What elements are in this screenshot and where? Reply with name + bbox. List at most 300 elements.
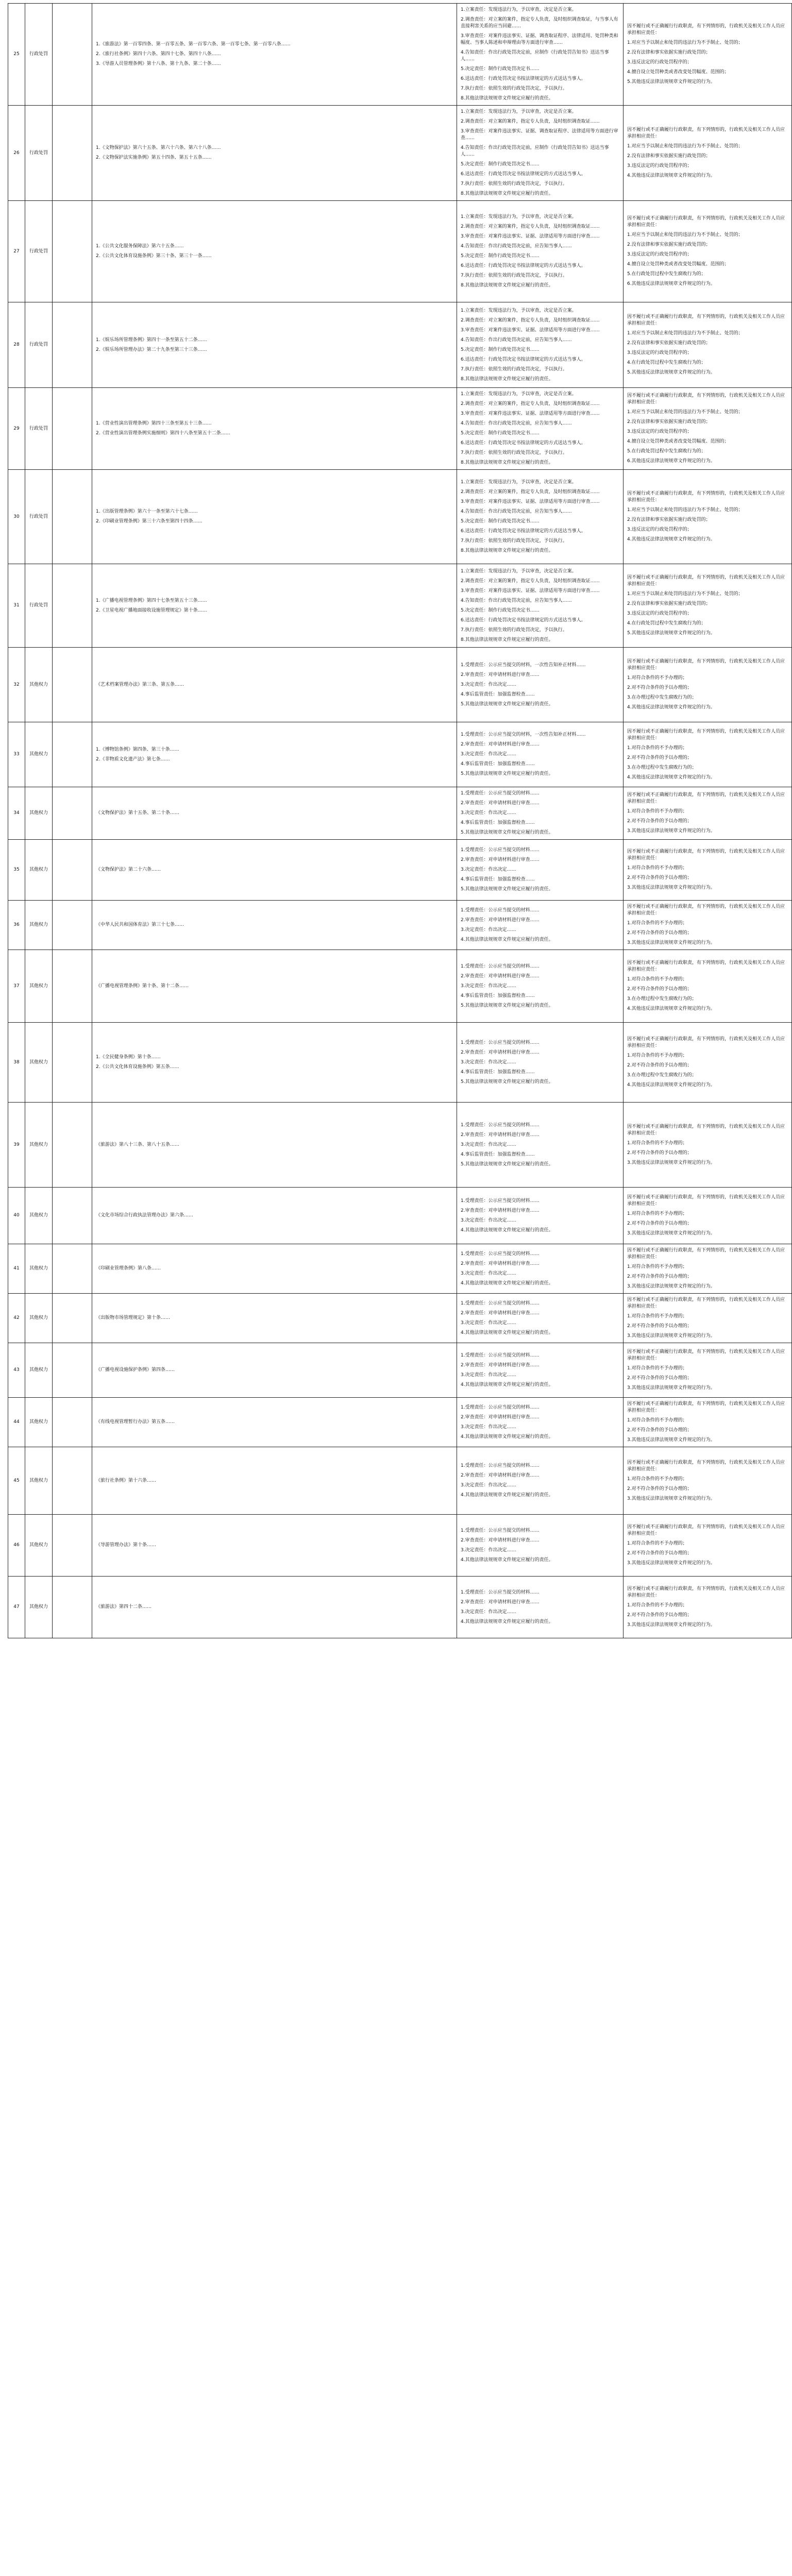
basis-paragraph: 2.《卫星电视广播地面接收设施管理规定》第十条……	[96, 607, 207, 613]
responsibility-cell	[457, 1103, 624, 1188]
responsibility-paragraph: 5.其他法律法规规章文件规定应履行的责任。	[461, 887, 553, 892]
basis-paragraph: 《旅行社条例》第十六条……	[96, 1478, 157, 1483]
table-row	[8, 950, 792, 1023]
responsibility-paragraph: 3.审查责任：对案件违法事实、证据、法律适用等方面进行审查……	[461, 499, 600, 504]
legal-basis-cell	[92, 1023, 457, 1103]
power-type-cell: 其他权力	[25, 1188, 53, 1244]
accountability-paragraph: 1.对应当予以制止和处罚的违法行为不予制止、处罚的；	[627, 331, 743, 336]
power-type-cell: 其他权力	[25, 1577, 53, 1638]
row-number-cell: 36	[8, 901, 25, 950]
table-row	[8, 1577, 792, 1638]
basis-paragraph: 《广播电视管理条例》第十条、第十二条……	[96, 983, 189, 989]
accountability-cell	[624, 106, 792, 201]
accountability-paragraph: 3.其他违反法律法规规章文件规定的行为。	[627, 1496, 715, 1501]
power-type-cell: 行政处罚	[25, 388, 53, 470]
power-item-cell	[53, 901, 92, 950]
power-item-cell	[53, 1294, 92, 1343]
accountability-paragraph: 2.对不符合条件的予以办理的；	[627, 930, 692, 936]
responsibility-paragraph: 2.审查责任：对申请材料进行审查……	[461, 1414, 540, 1420]
row-number-cell: 37	[8, 950, 25, 1023]
responsibility-paragraph: 5.决定责任：制作行政处罚决定书……	[461, 162, 540, 167]
power-item-cell	[53, 1577, 92, 1638]
basis-paragraph: 1.《旅游法》第一百零四条、第一百零五条、第一百零六条、第一百零七条、第一百零八条……	[96, 42, 291, 47]
accountability-paragraph: 2.对不符合条件的予以办理的；	[627, 987, 692, 992]
accountability-paragraph: 1.对符合条件的不予办理的；	[627, 1314, 687, 1319]
accountability-paragraph: 因不履行或不正确履行行政职责，有下列情形的，行政机关及相关工作人员应承担相应责任：	[627, 575, 785, 587]
responsibility-paragraph: 6.送达责任：行政处罚决定书按法律规定的方式送达当事人。	[461, 263, 586, 268]
responsibility-cell	[457, 1577, 624, 1638]
responsibility-paragraph: 4.其他法律法规规章文件规定应履行的责任。	[461, 1227, 553, 1233]
responsibility-paragraph: 8.其他法律法规规章文件规定应履行的责任。	[461, 283, 553, 288]
responsibility-cell	[457, 1188, 624, 1244]
responsibility-paragraph: 8.其他法律法规规章文件规定应履行的责任。	[461, 96, 553, 101]
responsibility-paragraph: 1.受理责任：公示应当提交的材料……	[461, 1122, 540, 1128]
power-type-cell: 其他权力	[25, 1398, 53, 1447]
accountability-cell	[624, 648, 792, 722]
responsibility-paragraph: 2.调查责任：对立案的案件，指定专人负责，及时组织调查取证……	[461, 489, 600, 495]
power-item-cell	[53, 106, 92, 201]
power-item-cell	[53, 201, 92, 302]
accountability-paragraph: 因不履行或不正确履行行政职责，有下列情形的，行政机关及相关工作人员应承担相应责任：	[627, 1460, 785, 1472]
power-type-cell: 其他权力	[25, 1447, 53, 1515]
responsibility-cell	[457, 1294, 624, 1343]
accountability-cell	[624, 470, 792, 564]
legal-basis-cell	[92, 722, 457, 787]
responsibility-paragraph: 5.决定责任：制作行政处罚决定书……	[461, 519, 540, 524]
basis-paragraph: 《广播电视设施保护条例》第四条……	[96, 1367, 175, 1372]
responsibility-paragraph: 4.其他法律法规规章文件规定应履行的责任。	[461, 1557, 553, 1563]
responsibility-paragraph: 1.受理责任：公示应当提交的材料……	[461, 791, 540, 796]
power-item-cell	[53, 1343, 92, 1398]
accountability-paragraph: 5.其他违反法律法规规章文件规定的行为。	[627, 79, 715, 84]
responsibility-paragraph: 3.决定责任：作出决定……	[461, 682, 516, 687]
basis-paragraph: 《艺术档案管理办法》第三条、第五条……	[96, 682, 184, 687]
accountability-paragraph: 5.其他违反法律法规规章文件规定的行为。	[627, 631, 715, 636]
basis-paragraph: 1.《广播电视管理条例》第四十七条至第五十三条……	[96, 598, 207, 603]
responsibility-paragraph: 5.其他法律法规规章文件规定应履行的责任。	[461, 1161, 553, 1167]
legal-basis-cell	[92, 1244, 457, 1294]
accountability-paragraph: 3.违反法定的行政处罚程序的；	[627, 350, 692, 355]
basis-paragraph: 2.《印刷业管理条例》第三十六条至第四十四条……	[96, 519, 203, 524]
legal-basis-cell	[92, 388, 457, 470]
responsibility-paragraph: 4.其他法律法规规章文件规定应履行的责任。	[461, 1330, 553, 1335]
accountability-paragraph: 3.违反法定的行政处罚程序的；	[627, 252, 692, 257]
power-item-cell	[53, 470, 92, 564]
accountability-paragraph: 3.其他违反法律法规规章文件规定的行为。	[627, 1160, 715, 1165]
responsibility-paragraph: 6.送达责任：行政处罚决定书按法律规定的方式送达当事人。	[461, 357, 586, 362]
accountability-paragraph: 2.对不符合条件的予以办理的；	[627, 755, 692, 760]
row-number-cell: 33	[8, 722, 25, 787]
row-number-cell: 47	[8, 1577, 25, 1638]
legal-basis-cell	[92, 470, 457, 564]
table-row	[8, 648, 792, 722]
power-type-cell: 行政处罚	[25, 106, 53, 201]
legal-basis-cell	[92, 106, 457, 201]
table-row	[8, 470, 792, 564]
responsibility-paragraph: 7.执行责任：依照生效的行政处罚决定，予以执行。	[461, 627, 567, 633]
accountability-cell	[624, 388, 792, 470]
responsibility-cell	[457, 950, 624, 1023]
accountability-paragraph: 因不履行或不正确履行行政职责，有下列情形的，行政机关及相关工作人员应承担相应责任：	[627, 1401, 785, 1413]
power-item-cell	[53, 1188, 92, 1244]
responsibility-paragraph: 1.受理责任：公示应当提交的材料……	[461, 1528, 540, 1533]
responsibility-paragraph: 5.其他法律法规规章文件规定应履行的责任。	[461, 1079, 553, 1084]
accountability-paragraph: 4.擅自设立处罚种类或者改变处罚幅度、范围的；	[627, 70, 729, 75]
responsibility-paragraph: 6.送达责任：行政处罚决定书按法律规定的方式送达当事人。	[461, 172, 586, 177]
responsibility-paragraph: 4.事后监管责任：加强监督检查……	[461, 993, 535, 998]
basis-paragraph: 《旅游法》第四十二条……	[96, 1604, 152, 1609]
responsibility-paragraph: 7.执行责任：依照生效的行政处罚决定，予以执行。	[461, 86, 567, 91]
responsibility-paragraph: 1.立案责任：发现违法行为，予以审查，决定是否立案。	[461, 109, 577, 114]
responsibility-paragraph: 2.审查责任：对申请材料进行审查……	[461, 1362, 540, 1368]
accountability-paragraph: 2.对不符合条件的予以办理的；	[627, 1376, 692, 1381]
responsibility-paragraph: 4.告知责任：作出行政处罚决定前，应告知当事人……	[461, 337, 572, 343]
responsibility-paragraph: 1.立案责任：发现违法行为，予以审查，决定是否立案。	[461, 214, 577, 219]
accountability-paragraph: 3.违反法定的行政处罚程序的；	[627, 60, 692, 65]
table-row	[8, 1244, 792, 1294]
accountability-paragraph: 2.没有法律和事实依据实施行政处罚的；	[627, 154, 711, 159]
responsibility-paragraph: 1.立案责任：发现违法行为，予以审查，决定是否立案。	[461, 392, 577, 397]
accountability-paragraph: 2.对不符合条件的予以办理的；	[627, 1486, 692, 1492]
basis-paragraph: 《文化市场综合行政执法管理办法》第六条……	[96, 1213, 194, 1218]
accountability-paragraph: 因不履行或不正确履行行政职责，有下列情形的，行政机关及相关工作人员应承担相应责任：	[627, 1524, 785, 1536]
accountability-paragraph: 2.没有法律和事实依据实施行政处罚的；	[627, 50, 711, 55]
basis-paragraph: 2.《公共文化体育设施条例》第五条……	[96, 1064, 179, 1070]
power-item-cell	[53, 840, 92, 901]
power-type-cell: 其他权力	[25, 722, 53, 787]
accountability-paragraph: 6.其他违反法律法规规章文件规定的行为。	[627, 281, 715, 286]
basis-paragraph: 1.《营业性演出管理条例》第四十三条至第五十三条……	[96, 421, 212, 426]
accountability-paragraph: 2.对不符合条件的予以办理的；	[627, 1221, 692, 1226]
row-number-cell: 29	[8, 388, 25, 470]
table-body	[8, 4, 792, 1638]
accountability-cell	[624, 950, 792, 1023]
accountability-paragraph: 2.对不符合条件的予以办理的；	[627, 1063, 692, 1068]
responsibility-cell	[457, 722, 624, 787]
responsibility-paragraph: 1.受理责任：公示应当提交的材料……	[461, 1589, 540, 1595]
responsibility-paragraph: 1.受理责任：公示应当提交的材料……	[461, 1198, 540, 1204]
table-row	[8, 106, 792, 201]
accountability-paragraph: 4.其他违反法律法规规章文件规定的行为。	[627, 537, 715, 542]
power-item-cell	[53, 388, 92, 470]
responsibility-paragraph: 8.其他法律法规规章文件规定应履行的责任。	[461, 548, 553, 553]
power-item-cell	[53, 648, 92, 722]
power-item-cell	[53, 787, 92, 840]
responsibility-paragraph: 1.立案责任：发现违法行为，予以审查，决定是否立案。	[461, 7, 577, 12]
responsibility-paragraph: 1.受理责任：公示应当提交的材料……	[461, 963, 540, 969]
responsibility-paragraph: 4.事后监管责任：加强监督检查……	[461, 691, 535, 697]
basis-paragraph: 2.《文物保护法实施条例》第五十四条、第五十五条……	[96, 155, 212, 160]
responsibility-paragraph: 2.调查责任：对立案的案件，指定专人负责，及时组织调查取证，与当事人有直接利害关系的应当回避……	[461, 17, 618, 29]
responsibility-paragraph: 8.其他法律法规规章文件规定应履行的责任。	[461, 637, 553, 642]
legal-basis-cell	[92, 648, 457, 722]
power-item-cell	[53, 4, 92, 106]
accountability-cell	[624, 1294, 792, 1343]
accountability-cell	[624, 1103, 792, 1188]
power-type-cell: 其他权力	[25, 1294, 53, 1343]
table-row	[8, 4, 792, 106]
table-row	[8, 901, 792, 950]
responsibility-paragraph: 4.告知责任：作出行政处罚决定前，应制作《行政处罚告知书》送达当事人……	[461, 145, 609, 157]
accountability-paragraph: 2.对不符合条件的予以办理的；	[627, 685, 692, 690]
power-type-cell: 行政处罚	[25, 201, 53, 302]
accountability-paragraph: 3.违反法定的行政处罚程序的；	[627, 527, 692, 532]
accountability-paragraph: 3.其他违反法律法规规章文件规定的行为。	[627, 1231, 715, 1236]
responsibility-cell	[457, 1398, 624, 1447]
accountability-cell	[624, 1244, 792, 1294]
responsibility-paragraph: 4.告知责任：作出行政处罚决定前，应告知当事人……	[461, 244, 572, 249]
accountability-paragraph: 4.擅自设立处罚种类或者改变处罚幅度、范围的；	[627, 262, 729, 267]
responsibility-paragraph: 2.调查责任：对立案的案件，指定专人负责，及时组织调查取证……	[461, 224, 600, 229]
accountability-paragraph: 1.对符合条件的不予办理的；	[627, 1264, 687, 1269]
power-type-cell: 其他权力	[25, 840, 53, 901]
accountability-paragraph: 2.对不符合条件的予以办理的；	[627, 1274, 692, 1279]
responsibility-cell	[457, 648, 624, 722]
responsibility-paragraph: 4.事后监管责任：加强监督检查……	[461, 820, 535, 825]
power-type-cell: 其他权力	[25, 1343, 53, 1398]
accountability-cell	[624, 302, 792, 388]
accountability-paragraph: 因不履行或不正确履行行政职责，有下列情形的，行政机关及相关工作人员应承担相应责任：	[627, 1248, 785, 1260]
power-item-cell	[53, 1515, 92, 1577]
accountability-paragraph: 1.对应当予以制止和处罚的违法行为不予制止、处罚的；	[627, 591, 743, 597]
power-item-cell	[53, 1244, 92, 1294]
legal-basis-cell	[92, 1447, 457, 1515]
accountability-paragraph: 因不履行或不正确履行行政职责，有下列情形的，行政机关及相关工作人员应承担相应责任：	[627, 659, 785, 671]
responsibility-paragraph: 8.其他法律法规规章文件规定应履行的责任。	[461, 191, 553, 196]
table-row	[8, 302, 792, 388]
responsibility-paragraph: 3.决定责任：作出决定……	[461, 1424, 516, 1430]
responsibility-paragraph: 4.其他法律法规规章文件规定应履行的责任。	[461, 1280, 553, 1286]
accountability-paragraph: 4.其他违反法律法规规章文件规定的行为。	[627, 705, 715, 710]
responsibility-paragraph: 3.审查责任：对案件违法事实、证据、法律适用等方面进行审查……	[461, 327, 600, 333]
power-type-cell: 行政处罚	[25, 302, 53, 388]
responsibility-paragraph: 7.执行责任：依照生效的行政处罚决定，予以执行。	[461, 538, 567, 544]
accountability-cell	[624, 4, 792, 106]
responsibility-cell	[457, 1023, 624, 1103]
accountability-paragraph: 2.对不符合条件的予以办理的；	[627, 1613, 692, 1618]
power-type-cell: 其他权力	[25, 901, 53, 950]
accountability-paragraph: 3.在办理过程中发生腐败行为的；	[627, 695, 697, 700]
legal-basis-cell	[92, 1515, 457, 1577]
basis-paragraph: 《文物保护法》第十五条、第二十条……	[96, 810, 180, 816]
accountability-paragraph: 2.没有法律和事实依据实施行政处罚的；	[627, 419, 711, 425]
responsibility-paragraph: 7.执行责任：依照生效的行政处罚决定，予以执行。	[461, 450, 567, 455]
accountability-paragraph: 因不履行或不正确履行行政职责，有下列情形的，行政机关及相关工作人员应承担相应责任：	[627, 1037, 785, 1048]
legal-basis-cell	[92, 840, 457, 901]
row-number-cell: 34	[8, 787, 25, 840]
responsibility-paragraph: 6.送达责任：行政处罚决定书按法律规定的方式送达当事人。	[461, 617, 586, 623]
responsibility-paragraph: 3.审查责任：对案件违法事实、证据、法律适用等方面进行审查……	[461, 588, 600, 594]
responsibility-paragraph: 4.事后监管责任：加强监督检查……	[461, 1151, 535, 1157]
table-row	[8, 201, 792, 302]
accountability-paragraph: 1.对应当予以制止和处罚的违法行为不予制止、处罚的；	[627, 40, 743, 45]
responsibility-cell	[457, 470, 624, 564]
accountability-paragraph: 1.对符合条件的不予办理的；	[627, 866, 687, 871]
responsibility-paragraph: 1.受理责任：公示应当提交的材料……	[461, 1251, 540, 1257]
row-number-cell: 39	[8, 1103, 25, 1188]
responsibility-cell	[457, 4, 624, 106]
responsibility-paragraph: 3.审查责任：对案件违法事实、证据、法律适用等方面进行审查……	[461, 411, 600, 416]
row-number-cell: 25	[8, 4, 25, 106]
responsibility-paragraph: 5.其他法律法规规章文件规定应履行的责任。	[461, 1003, 553, 1008]
table-row	[8, 1294, 792, 1343]
accountability-cell	[624, 722, 792, 787]
responsibility-cell	[457, 1244, 624, 1294]
responsibility-paragraph: 2.审查责任：对申请材料进行审查……	[461, 857, 540, 862]
accountability-paragraph: 2.没有法律和事实依据实施行政处罚的；	[627, 601, 711, 606]
accountability-paragraph: 因不履行或不正确履行行政职责，有下列情形的，行政机关及相关工作人员应承担相应责任：	[627, 728, 785, 741]
accountability-paragraph: 3.其他违反法律法规规章文件规定的行为。	[627, 828, 715, 834]
responsibility-paragraph: 2.调查责任：对立案的案件，指定专人负责，及时组织调查取证……	[461, 578, 600, 584]
basis-paragraph: 2.《娱乐场所管理办法》第二十九条至第三十三条……	[96, 347, 207, 352]
responsibility-paragraph: 3.审查责任：对案件违法事实、证据、调查取证程序、法律适用等方面进行审查……	[461, 129, 618, 141]
accountability-paragraph: 5.其他违反法律法规规章文件规定的行为。	[627, 370, 715, 375]
responsibility-paragraph: 3.决定责任：作出决定……	[461, 1609, 516, 1615]
power-type-cell: 其他权力	[25, 1023, 53, 1103]
accountability-paragraph: 1.对符合条件的不予办理的；	[627, 1140, 687, 1146]
row-number-cell: 28	[8, 302, 25, 388]
accountability-paragraph: 1.对应当予以制止和处罚的违法行为不予制止、处罚的；	[627, 410, 743, 415]
responsibility-cell	[457, 201, 624, 302]
accountability-paragraph: 1.对符合条件的不予办理的；	[627, 1418, 687, 1423]
responsibility-paragraph: 6.送达责任：行政处罚决定书按法律规定的方式送达当事人。	[461, 440, 586, 446]
responsibility-paragraph: 5.决定责任：制作行政处罚决定书……	[461, 607, 540, 613]
responsibility-cell	[457, 840, 624, 901]
responsibility-paragraph: 3.决定责任：作出决定……	[461, 1372, 516, 1378]
table-row	[8, 722, 792, 787]
table-row	[8, 564, 792, 648]
accountability-cell	[624, 1188, 792, 1244]
legal-basis-cell	[92, 1294, 457, 1343]
responsibility-paragraph: 4.告知责任：作出行政处罚决定前，应制作《行政处罚告知书》送达当事人……	[461, 50, 609, 62]
power-item-cell	[53, 302, 92, 388]
responsibility-paragraph: 4.其他法律法规规章文件规定应履行的责任。	[461, 1382, 553, 1387]
accountability-cell	[624, 201, 792, 302]
row-number-cell: 43	[8, 1343, 25, 1398]
responsibility-paragraph: 2.审查责任：对申请材料进行审查……	[461, 672, 540, 677]
responsibility-paragraph: 3.决定责任：作出决定……	[461, 1142, 516, 1147]
responsibility-paragraph: 2.审查责任：对申请材料进行审查……	[461, 742, 540, 747]
legal-basis-cell	[92, 787, 457, 840]
responsibility-paragraph: 3.决定责任：作出决定……	[461, 1217, 516, 1223]
accountability-paragraph: 1.对符合条件的不予办理的；	[627, 1053, 687, 1058]
accountability-cell	[624, 1577, 792, 1638]
responsibility-paragraph: 5.决定责任：制作行政处罚决定书……	[461, 66, 540, 72]
accountability-paragraph: 1.对应当予以制止和处罚的违法行为不予制止、处罚的；	[627, 507, 743, 513]
legal-basis-cell	[92, 950, 457, 1023]
accountability-paragraph: 因不履行或不正确履行行政职责，有下列情形的，行政机关及相关工作人员应承担相应责任：	[627, 904, 785, 916]
responsibility-cell	[457, 901, 624, 950]
basis-paragraph: 《印刷业管理条例》第八条……	[96, 1266, 161, 1271]
responsibility-paragraph: 8.其他法律法规规章文件规定应履行的责任。	[461, 376, 553, 382]
responsibility-paragraph: 2.审查责任：对申请材料进行审查……	[461, 1208, 540, 1213]
basis-paragraph: 2.《公共文化体育设施条例》第三十条、第三十一条……	[96, 253, 212, 259]
basis-paragraph: 《有线电视管理暂行办法》第五条……	[96, 1419, 175, 1425]
accountability-paragraph: 因不履行或不正确履行行政职责，有下列情形的，行政机关及相关工作人员应承担相应责任：	[627, 24, 785, 36]
accountability-paragraph: 因不履行或不正确履行行政职责，有下列情形的，行政机关及相关工作人员应承担相应责任：	[627, 314, 785, 326]
accountability-paragraph: 因不履行或不正确履行行政职责，有下列情形的，行政机关及相关工作人员应承担相应责任：	[627, 1349, 785, 1361]
responsibility-paragraph: 1.立案责任：发现违法行为，予以审查，决定是否立案。	[461, 568, 577, 574]
accountability-cell	[624, 564, 792, 648]
responsibility-paragraph: 1.受理责任：公示应当提交的材料，一次性告知补正材料……	[461, 732, 586, 737]
legal-basis-cell	[92, 1398, 457, 1447]
legal-basis-cell	[92, 4, 457, 106]
accountability-paragraph: 3.其他违反法律法规规章文件规定的行为。	[627, 1622, 715, 1628]
accountability-cell	[624, 901, 792, 950]
responsibility-paragraph: 2.调查责任：对立案的案件，指定专人负责，及时组织调查取证……	[461, 401, 600, 406]
accountability-paragraph: 因不履行或不正确履行行政职责，有下列情形的，行政机关及相关工作人员应承担相应责任：	[627, 1124, 785, 1136]
accountability-paragraph: 因不履行或不正确履行行政职责，有下列情形的，行政机关及相关工作人员应承担相应责任：	[627, 491, 785, 503]
power-type-cell: 其他权力	[25, 648, 53, 722]
accountability-paragraph: 因不履行或不正确履行行政职责，有下列情形的，行政机关及相关工作人员应承担相应责任：	[627, 216, 785, 228]
table-row	[8, 1447, 792, 1515]
accountability-paragraph: 2.对不符合条件的予以办理的；	[627, 1324, 692, 1329]
responsibility-paragraph: 3.决定责任：作出决定……	[461, 752, 516, 757]
accountability-paragraph: 6.其他违反法律法规规章文件规定的行为。	[627, 459, 715, 464]
accountability-paragraph: 1.对应当予以制止和处罚的违法行为不予制止、处罚的；	[627, 232, 743, 238]
responsibility-cell	[457, 302, 624, 388]
accountability-paragraph: 2.对不符合条件的予以办理的；	[627, 1428, 692, 1433]
table-row	[8, 840, 792, 901]
row-number-cell: 27	[8, 201, 25, 302]
row-number-cell: 44	[8, 1398, 25, 1447]
legal-basis-cell	[92, 302, 457, 388]
row-number-cell: 38	[8, 1023, 25, 1103]
responsibility-paragraph: 3.决定责任：作出决定……	[461, 867, 516, 872]
accountability-paragraph: 1.对符合条件的不予办理的；	[627, 745, 687, 751]
legal-basis-cell	[92, 201, 457, 302]
power-item-cell	[53, 1447, 92, 1515]
responsibility-paragraph: 2.审查责任：对申请材料进行审查……	[461, 1310, 540, 1316]
basis-paragraph: 1.《娱乐场所管理条例》第四十一条至第五十二条……	[96, 337, 207, 343]
power-type-cell: 行政处罚	[25, 4, 53, 106]
responsibility-paragraph: 7.执行责任：依照生效的行政处罚决定，予以执行。	[461, 273, 567, 278]
responsibility-cell	[457, 564, 624, 648]
table-row	[8, 1023, 792, 1103]
legal-basis-cell	[92, 1103, 457, 1188]
basis-paragraph: 2.《旅行社条例》第四十六条、第四十七条、第四十八条……	[96, 52, 221, 57]
responsibility-paragraph: 2.审查责任：对申请材料进行审查……	[461, 917, 540, 923]
responsibility-paragraph: 3.决定责任：作出决定……	[461, 927, 516, 933]
accountability-paragraph: 因不履行或不正确履行行政职责，有下列情形的，行政机关及相关工作人员应承担相应责任：	[627, 792, 785, 804]
power-item-cell	[53, 722, 92, 787]
responsibility-paragraph: 4.告知责任：作出行政处罚决定前，应告知当事人……	[461, 598, 572, 603]
responsibility-cell	[457, 106, 624, 201]
row-number-cell: 42	[8, 1294, 25, 1343]
table-row	[8, 1398, 792, 1447]
power-item-cell	[53, 950, 92, 1023]
responsibility-paragraph: 1.受理责任：公示应当提交的材料，一次性告知补正材料……	[461, 662, 586, 668]
accountability-paragraph: 4.擅自设立处罚种类或者改变处罚幅度、范围的；	[627, 439, 729, 444]
accountability-paragraph: 3.违反法定的行政处罚程序的；	[627, 429, 692, 434]
power-type-cell: 其他权力	[25, 1244, 53, 1294]
accountability-paragraph: 1.对符合条件的不予办理的；	[627, 1541, 687, 1546]
basis-paragraph: 1.《出版管理条例》第六十一条至第六十七条……	[96, 509, 198, 514]
responsibility-paragraph: 4.其他法律法规规章文件规定应履行的责任。	[461, 1434, 553, 1439]
power-type-cell: 行政处罚	[25, 470, 53, 564]
accountability-paragraph: 4.其他违反法律法规规章文件规定的行为。	[627, 1006, 715, 1011]
responsibility-paragraph: 5.决定责任：制作行政处罚决定书……	[461, 431, 540, 436]
accountability-cell	[624, 1343, 792, 1398]
row-number-cell: 30	[8, 470, 25, 564]
responsibility-paragraph: 1.受理责任：公示应当提交的材料……	[461, 1040, 540, 1045]
row-number-cell: 32	[8, 648, 25, 722]
accountability-paragraph: 3.在办理过程中发生腐败行为的；	[627, 1073, 697, 1078]
legal-basis-cell	[92, 1577, 457, 1638]
responsibility-paragraph: 1.受理责任：公示应当提交的材料……	[461, 1300, 540, 1306]
row-number-cell: 26	[8, 106, 25, 201]
responsibility-paragraph: 4.事后监管责任：加强监督检查……	[461, 877, 535, 882]
